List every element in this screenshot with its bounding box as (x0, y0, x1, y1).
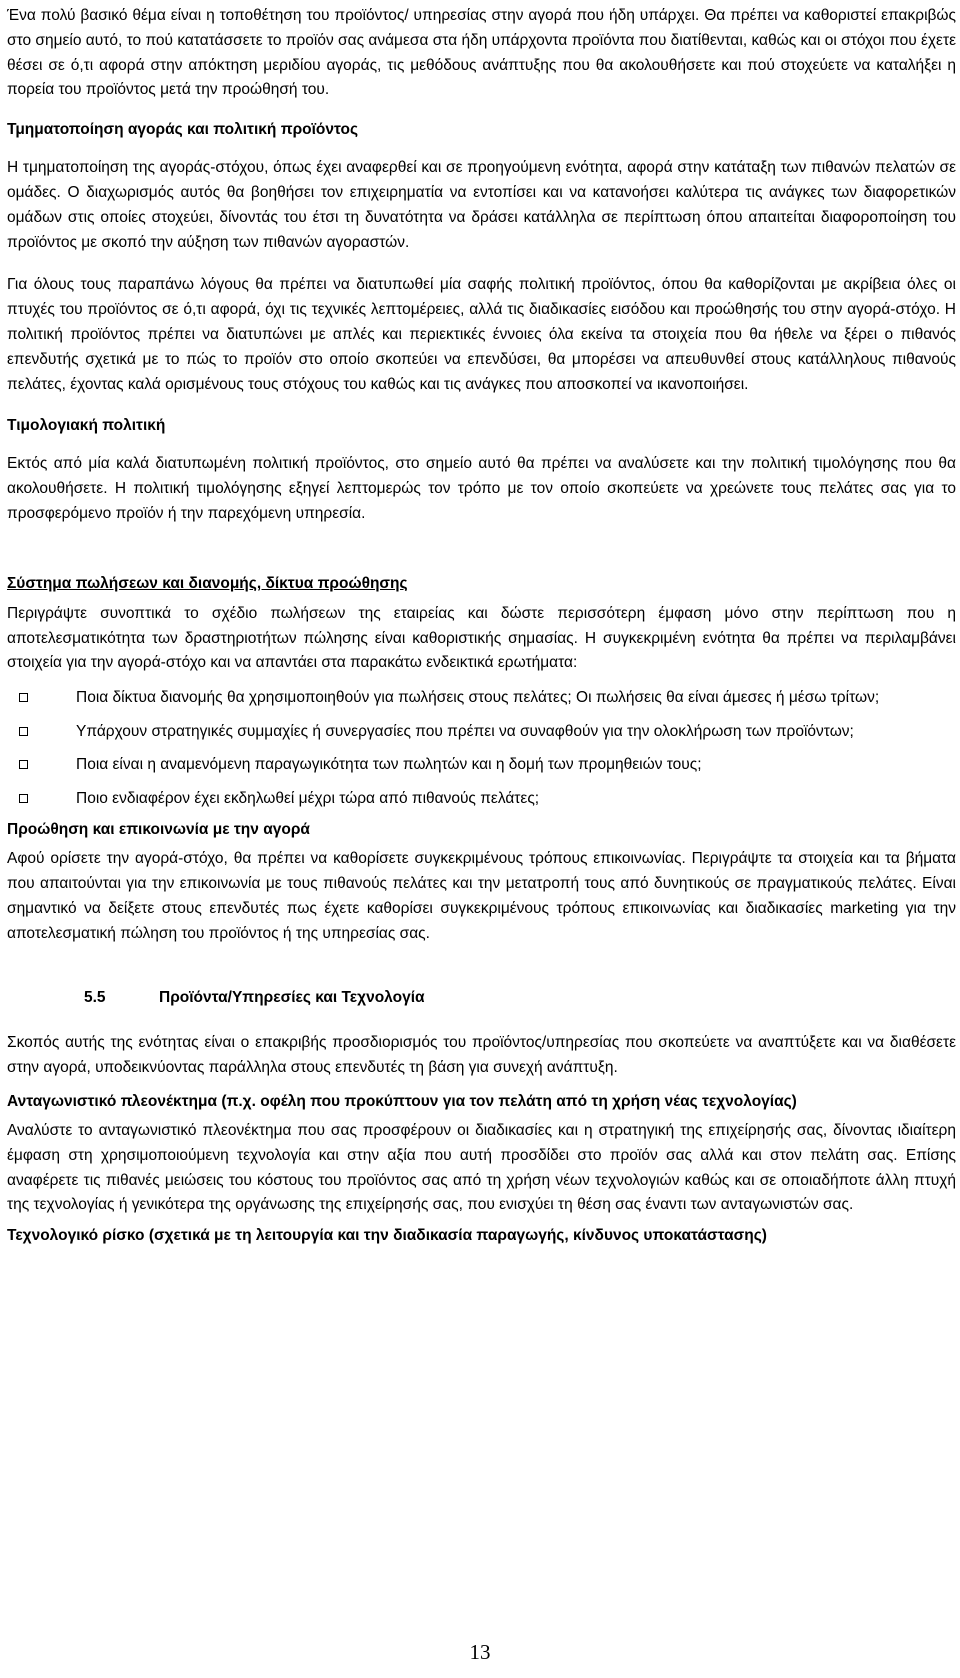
tech-risk-heading: Τεχνολογικό ρίσκο (σχετικά με τη λειτουργία και την διαδικασία παραγωγής, κίνδυνος υποκατάστασης) (7, 1227, 767, 1245)
section-title: Προϊόντα/Υπηρεσίες και Τεχνολογία (159, 989, 425, 1007)
sales-questions-list (7, 685, 956, 811)
sales-heading: Σύστημα πωλήσεων και διανομής, δίκτυα προώθησης (7, 574, 408, 592)
list-item: Υπάρχουν στρατηγικές συμμαχίες ή συνεργασίες που πρέπει να συναφθούν για την ολοκλήρωση των προϊόντων; (7, 719, 956, 745)
checkbox-bullet-icon (19, 727, 28, 736)
list-item: Ποια δίκτυα διανομής θα χρησιμοποιηθούν για πωλήσεις στους πελάτες; Οι πωλήσεις θα είναι άμεσες ή μέσω τρίτων; (7, 685, 956, 711)
competitive-advantage-paragraph: Αναλύστε το ανταγωνιστικό πλεονέκτημα που σας προσφέρουν οι διαδικασίες και η στρατηγική της επιχείρησής σας, δίνοντας ιδιαίτερη έμφαση στη χρησιμοποιούμενη τεχνολογία και στην αξία που αυτή προσδίδει στο προϊόν σας αλλά και στον πελάτη σας. Επίσης αναφέρετε τις πιθανές μειώσεις του κόστους του προϊόντος σας από τη χρήση νέων τεχνολογιών καθώς και σε οποιαδήποτε άλλη πτυχή της τεχνολογίας ή γενικότερα της οργάνωσης της επιχείρησής σας, που ενισχύει τη θέση σας έναντι των ανταγωνιστών σας. (7, 1121, 956, 1214)
list-item: Ποιο ενδιαφέρον έχει εκδηλωθεί μέχρι τώρα από πιθανούς πελάτες; (7, 786, 956, 812)
promotion-paragraph: Αφού ορίσετε την αγορά-στόχο, θα πρέπει να καθορίσετε συγκεκριμένους τρόπους επικοινωνίας. Περιγράψτε τα στοιχεία και τα βήματα που απαιτούνται για την επικοινωνία με τους πιθανούς πελάτες και την μετατροπή τους από δυνητικούς σε πραγματικούς πελάτες. Είναι σημαντικό να δείξετε στους επενδυτές πως έχετε καθορίσει συγκεκριμένους τρόπους επικοινωνίας και διαδικασίες marketing για την αποτελεσματική πώληση του προϊόντος ή της υπηρεσίας σας. (7, 850, 956, 942)
document-page (7, 0, 956, 1248)
sales-paragraph: Περιγράψτε συνοπτικά το σχέδιο πωλήσεων της εταιρείας και δώστε περισσότερη έμφαση μόνο στην περίπτωση που η αποτελεσματικότητα των δραστηριοτήτων πώλησης είναι καθοριστικής σημασίας. Η συγκεκριμένη ενότητα θα πρέπει να περιλαμβάνει στοιχεία για την αγορά-στόχο και να απαντάει στα παρακάτω ενδεικτικά ερωτήματα: (7, 604, 956, 672)
pricing-paragraph: Εκτός από μία καλά διατυπωμένη πολιτική προϊόντος, στο σημείο αυτό θα πρέπει να αναλύσετε και την πολιτική τιμολόγησης που θα ακολουθήσετε. Η πολιτική τιμολόγησης εξηγεί λεπτομερώς τον τρόπο με τον οποίο σκοπεύετε να χρεώνετε τους πελάτες σας για το προσφερόμενο προϊόν ή την παρεχόμενη υπηρεσία. (7, 455, 956, 522)
section-5-5-paragraph: Σκοπός αυτής της ενότητας είναι ο επακριβής προσδιορισμός του προϊόντος/υπηρεσίας που σκοπεύετε να αναπτύξετε και να διαθέσετε στην αγορά, υποδεικνύοντας παράλληλα στους επενδυτές τη βάση για συνεχή ανάπτυξη. (7, 1034, 956, 1077)
segmentation-heading: Τμηματοποίηση αγοράς και πολιτική προϊόντος (7, 121, 359, 139)
page-number: 13 (469, 1640, 491, 1664)
checkbox-bullet-icon (19, 760, 28, 769)
segmentation-paragraph-2: Για όλους τους παραπάνω λόγους θα πρέπει να διατυπωθεί μία σαφής πολιτική προϊόντος, όπου θα καθορίζονται με ακρίβεια όλες οι πτυχές του προϊόντος σε ό,τι αφορά, όχι τις τεχνικές λεπτομέρειες, αλλά τις διαδικασίες εισόδου και προώθησής του στην αγορά-στόχο. Η πολιτική προϊόντος πρέπει να διατυπώνει με απλές και περιεκτικές έννοιες όλα εκείνα τα στοιχεία που θα ήθελε να ξέρει ο πιθανός επενδυτής σχετικά με το πώς το προϊόν στο οποίο σκοπεύει να επενδύσει, θα μπορέσει να απευθυνθεί στους κατάλληλους πιθανούς πελάτες, έχοντας καλά ορισμένους τους στόχους του καθώς και τις ανάγκες που αποσκοπεί να ικανοποιήσει. (7, 276, 956, 393)
segmentation-paragraph-1: Η τμηματοποίηση της αγοράς-στόχου, όπως έχει αναφερθεί και σε προηγούμενη ενότητα, αφορά στην κατάταξη των πιθανών πελατών σε ομάδες. Ο διαχωρισμός αυτός θα βοηθήσει τον επιχειρηματία να εντοπίσει και να κατανοήσει καλύτερα τις ανάγκες των διαφορετικών ομάδων στις οποίες στοχεύει, δίνοντάς του έτσι τη δυνατότητα να δράσει κατάλληλα σε περίπτωση όπου απαιτείται διαφοροποίηση του προϊόντος με σκοπό την αύξηση των πιθανών αγοραστών. (7, 159, 956, 251)
intro-paragraph: Ένα πολύ βασικό θέμα είναι η τοποθέτηση του προϊόντος/ υπηρεσίας στην αγορά που ήδη υπάρχει. Θα πρέπει να καθοριστεί επακριβώς στο σημείο αυτό, το πού κατατάσσετε το προϊόν σας ανάμεσα στα ήδη υπάρχοντα προϊόντα που διατίθενται, καθώς και οι στόχοι που έχετε θέσει σε ό,τι αφορά στην απόκτηση μεριδίου αγοράς, τις μεθόδους ανάπτυξης που θα ακολουθήσετε και πού στοχεύετε να καταλήξει η πορεία του προϊόντος μετά την προώθησή του. (7, 7, 956, 99)
section-number: 5.5 (84, 989, 106, 1007)
section-5-5-heading (7, 985, 956, 1010)
list-item: Ποια είναι η αναμενόμενη παραγωγικότητα των πωλητών και η δομή των προμηθειών τους; (7, 752, 956, 778)
pricing-heading: Τιμολογιακή πολιτική (7, 417, 166, 435)
checkbox-bullet-icon (19, 693, 28, 702)
competitive-advantage-heading: Ανταγωνιστικό πλεονέκτημα (π.χ. οφέλη που προκύπτουν για τον πελάτη από τη χρήση νέας τεχνολογίας) (7, 1092, 797, 1110)
checkbox-bullet-icon (19, 794, 28, 803)
promotion-heading: Προώθηση και επικοινωνία με την αγορά (7, 821, 310, 839)
